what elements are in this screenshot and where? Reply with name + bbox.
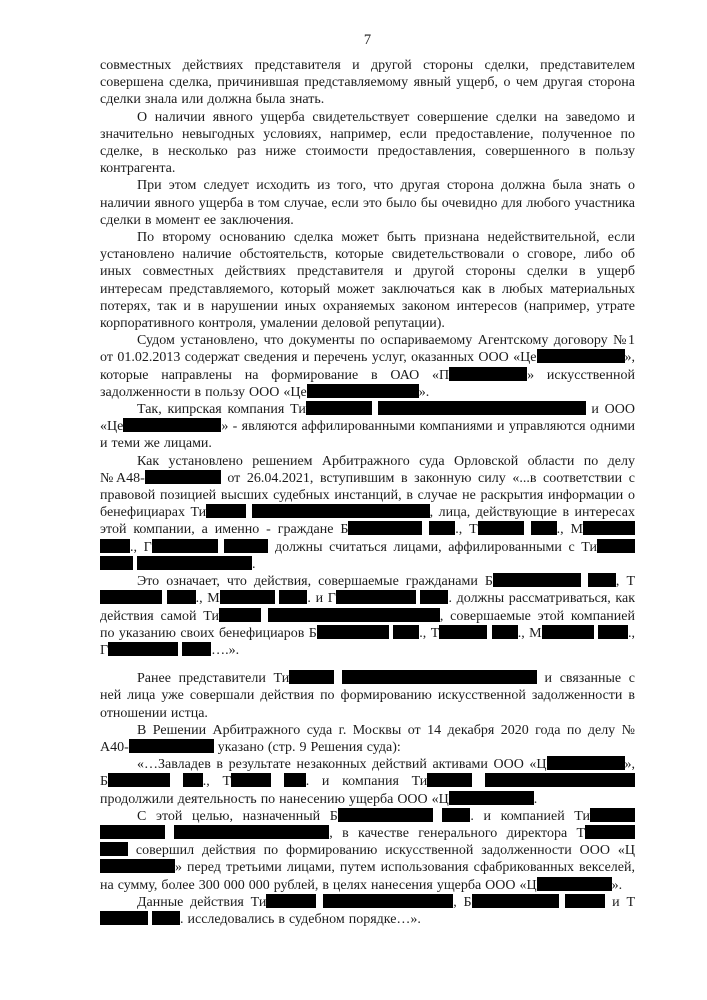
text-run: Данные действия Ти (137, 894, 267, 910)
redaction-bar (439, 625, 487, 639)
text-run: ., М (517, 625, 542, 641)
redaction-bar (323, 894, 453, 908)
redaction-bar (123, 418, 221, 432)
text-run: По второму основанию сделка может быть признана недействительной, если установлено наличие обстоятельств, которые свидетельствовали о сговоре, либо об иных совместных действиях представителя и другой стороны сделки в ущерб интересам представляемого, который может заключаться как в любых материальных потерях, так и в нарушении иных охраняемых законом интересов (например, утрате корпоративного контроля, умалении деловой репутации). (100, 230, 635, 332)
redaction-bar (585, 825, 635, 839)
text-run: ». (418, 384, 430, 400)
paragraph-2 (100, 109, 635, 178)
text-run: Как установлено решением Арбитражного суда Орловской области по делу №А48- (100, 453, 635, 486)
redaction-bar (231, 773, 271, 787)
redaction-bar (224, 539, 268, 553)
text-run: . (252, 556, 256, 572)
redaction-bar (100, 825, 165, 839)
paragraph-11 (100, 756, 635, 808)
text-run: Судом установлено, что документы по оспариваемому Агентскому договору №1 от 01.02.2013 содержат сведения и перечень услуг, оказанных ООО «Це (100, 333, 635, 366)
redaction-bar (108, 642, 178, 656)
text-run: от 26.04.2021, вступившим в законную силу «...в соответствии с правовой позицией высших судебных инстанций, в случае не раскрытия информации о бенефициарах Ти (100, 470, 635, 521)
redaction-bar (429, 521, 455, 535)
redaction-bar (338, 808, 433, 822)
redaction-bar (129, 739, 214, 753)
redaction-bar (137, 556, 252, 570)
text-run: продолжили деятельность по нанесению ущерба ООО «Ц (100, 791, 449, 807)
text-run: указано (стр. 9 Решения суда): (213, 739, 401, 755)
redaction-bar (307, 384, 419, 398)
redaction-bar (493, 573, 581, 587)
redaction-bar (588, 573, 616, 587)
text-run: При этом следует исходить из того, что другая сторона должна была знать о наличии явного ущерба в том случае, если это было бы очевидно для любого участника сделки в момент ее заключения. (100, 178, 635, 228)
redaction-bar (420, 590, 448, 604)
text-run: . и компанией Ти (470, 808, 590, 824)
redaction-bar (537, 349, 625, 363)
paragraph-4 (100, 229, 635, 332)
paragraph-9 (100, 670, 635, 722)
redaction-bar (598, 625, 628, 639)
text-run (472, 774, 485, 789)
redaction-bar (348, 521, 422, 535)
paragraph-6 (100, 401, 635, 453)
redaction-bar (342, 670, 537, 684)
text-run: ., Г (100, 625, 636, 658)
redaction-bar (531, 521, 557, 535)
redaction-bar (100, 911, 148, 925)
text-run: Это означает, что действия, совершаемые гражданами Б (137, 574, 493, 590)
redaction-bar (219, 608, 261, 622)
paragraph-12 (100, 808, 635, 894)
redaction-bar (597, 539, 635, 553)
redaction-bar (336, 590, 416, 604)
text-run: . исследовались в судебном порядке…». (180, 911, 421, 927)
redaction-bar (449, 791, 534, 805)
document-content (100, 57, 635, 928)
text-run (433, 809, 443, 824)
paragraph-13 (100, 894, 635, 928)
text-run (422, 522, 429, 537)
paragraph-10 (100, 722, 635, 756)
text-run: С этой целью, назначенный Б (137, 808, 338, 824)
text-run: », которые направлены на формирование в ОАО «П (100, 350, 635, 383)
redaction-bar (279, 590, 307, 604)
text-run: , лица, действующие в интересах этой компании, а именно - граждане Б (100, 505, 636, 538)
redaction-bar (100, 590, 162, 604)
redaction-bar (547, 756, 625, 770)
redaction-bar (174, 825, 329, 839)
text-run: , Б (453, 894, 472, 910)
redaction-bar (100, 859, 175, 873)
text-run: совместных действиях представителя и другой стороны сделки, представителем совершена сделка, причинившая представляемому явный ущерб, о чем другая сторона сделки знала или должна была знать. (100, 58, 635, 108)
text-run: совершил действия по формированию искусственной задолженности ООО «Ц (128, 843, 635, 859)
redaction-bar (289, 670, 334, 684)
redaction-bar (393, 625, 419, 639)
text-run: ., Т (419, 625, 440, 641)
text-run: ., Т (202, 774, 231, 790)
redaction-bar (472, 894, 559, 908)
text-run: ., Т (455, 522, 478, 538)
paragraph-5 (100, 332, 635, 401)
text-run: В Решении Арбитражного суда г. Москвы от 14 декабря 2020 года по делу № А40- (100, 722, 635, 755)
paragraph-1 (100, 57, 635, 109)
text-run: , в качестве генерального директора Т (329, 825, 586, 841)
text-run (261, 609, 268, 624)
text-run: и Т (605, 894, 635, 910)
redaction-bar (100, 556, 133, 570)
redaction-bar (108, 773, 170, 787)
text-run: , совершаемые этой компанией по указанию своих бенефициаров Б (100, 608, 635, 641)
redaction-bar (442, 808, 470, 822)
redaction-bar (449, 367, 527, 381)
redaction-bar (378, 401, 586, 415)
page-number: 7 (363, 32, 372, 48)
redaction-bar (565, 894, 605, 908)
redaction-bar (206, 504, 246, 518)
redaction-bar (152, 539, 218, 553)
text-run: » - являются аффилированными компаниями и управляются одними и теми же лицами. (100, 419, 635, 452)
redaction-bar (252, 504, 430, 518)
text-run (165, 826, 174, 841)
text-run: Ранее представители Ти (137, 671, 290, 687)
text-run: . (533, 791, 538, 807)
text-run: и связанные с ней лица уже совершали действия по формированию искусственной задолженности в отношении истца. (100, 671, 636, 721)
redaction-bar (284, 773, 306, 787)
text-run: ., Г (130, 539, 152, 555)
redaction-bar (306, 401, 372, 415)
redaction-bar (268, 608, 440, 622)
text-run (559, 895, 566, 910)
text-run: ., М (556, 522, 584, 538)
text-run: . и компания Ти (305, 774, 428, 790)
text-run (218, 540, 225, 555)
text-run: », Б (100, 757, 635, 790)
redaction-bar (145, 470, 221, 484)
text-run (170, 774, 183, 789)
text-run (271, 774, 284, 789)
text-run: О наличии явного ущерба свидетельствует совершение сделки на заведомо и значительно невыгодных условиях, например, если предоставление, полученное по сделке, в несколько раз ниже стоимости предоставления, совершенного в пользу контрагента. (100, 109, 635, 177)
redaction-bar (220, 590, 275, 604)
redaction-bar (537, 877, 612, 891)
redaction-bar (485, 773, 635, 787)
text-run: ….». (211, 642, 240, 658)
redaction-bar (183, 773, 203, 787)
text-run: «…Завладев в результате незаконных действий активами ООО «Ц (137, 757, 547, 773)
redaction-bar (492, 625, 518, 639)
redaction-bar (478, 521, 524, 535)
text-run: » перед третьими лицами, путем использования сфабрикованных векселей, на сумму, более 300 000 000 рублей, в целях нанесения ущерба ООО «Ц (100, 860, 635, 893)
text-run: ., М (195, 591, 220, 607)
redaction-bar (542, 625, 594, 639)
text-run: . должны рассматриваться, как действия самой Ти (100, 591, 636, 624)
text-run: » искусственной задолженности в пользу ООО «Це (100, 367, 636, 400)
paragraph-8 (100, 573, 635, 659)
text-run (316, 895, 323, 910)
paragraph-7 (100, 453, 635, 573)
text-run (524, 522, 531, 537)
redaction-bar (167, 590, 196, 604)
text-run: . и Г (307, 591, 336, 607)
redaction-bar (427, 773, 472, 787)
text-run: ». (611, 877, 623, 893)
redaction-bar (583, 521, 635, 535)
text-run: и ООО «Це (100, 402, 635, 435)
redaction-bar (152, 911, 180, 925)
redaction-bar (182, 642, 211, 656)
text-run (334, 671, 342, 686)
text-run: Так, кипрская компания Ти (137, 402, 306, 418)
redaction-bar (590, 808, 635, 822)
paragraph-3 (100, 177, 635, 229)
redaction-bar (317, 625, 389, 639)
redaction-bar (100, 842, 128, 856)
redaction-bar (266, 894, 316, 908)
text-run: должны считаться лицами, аффилированными с Ти (268, 539, 598, 555)
text-run: , Т (615, 574, 635, 590)
text-run (581, 574, 588, 589)
redaction-bar (100, 539, 130, 553)
